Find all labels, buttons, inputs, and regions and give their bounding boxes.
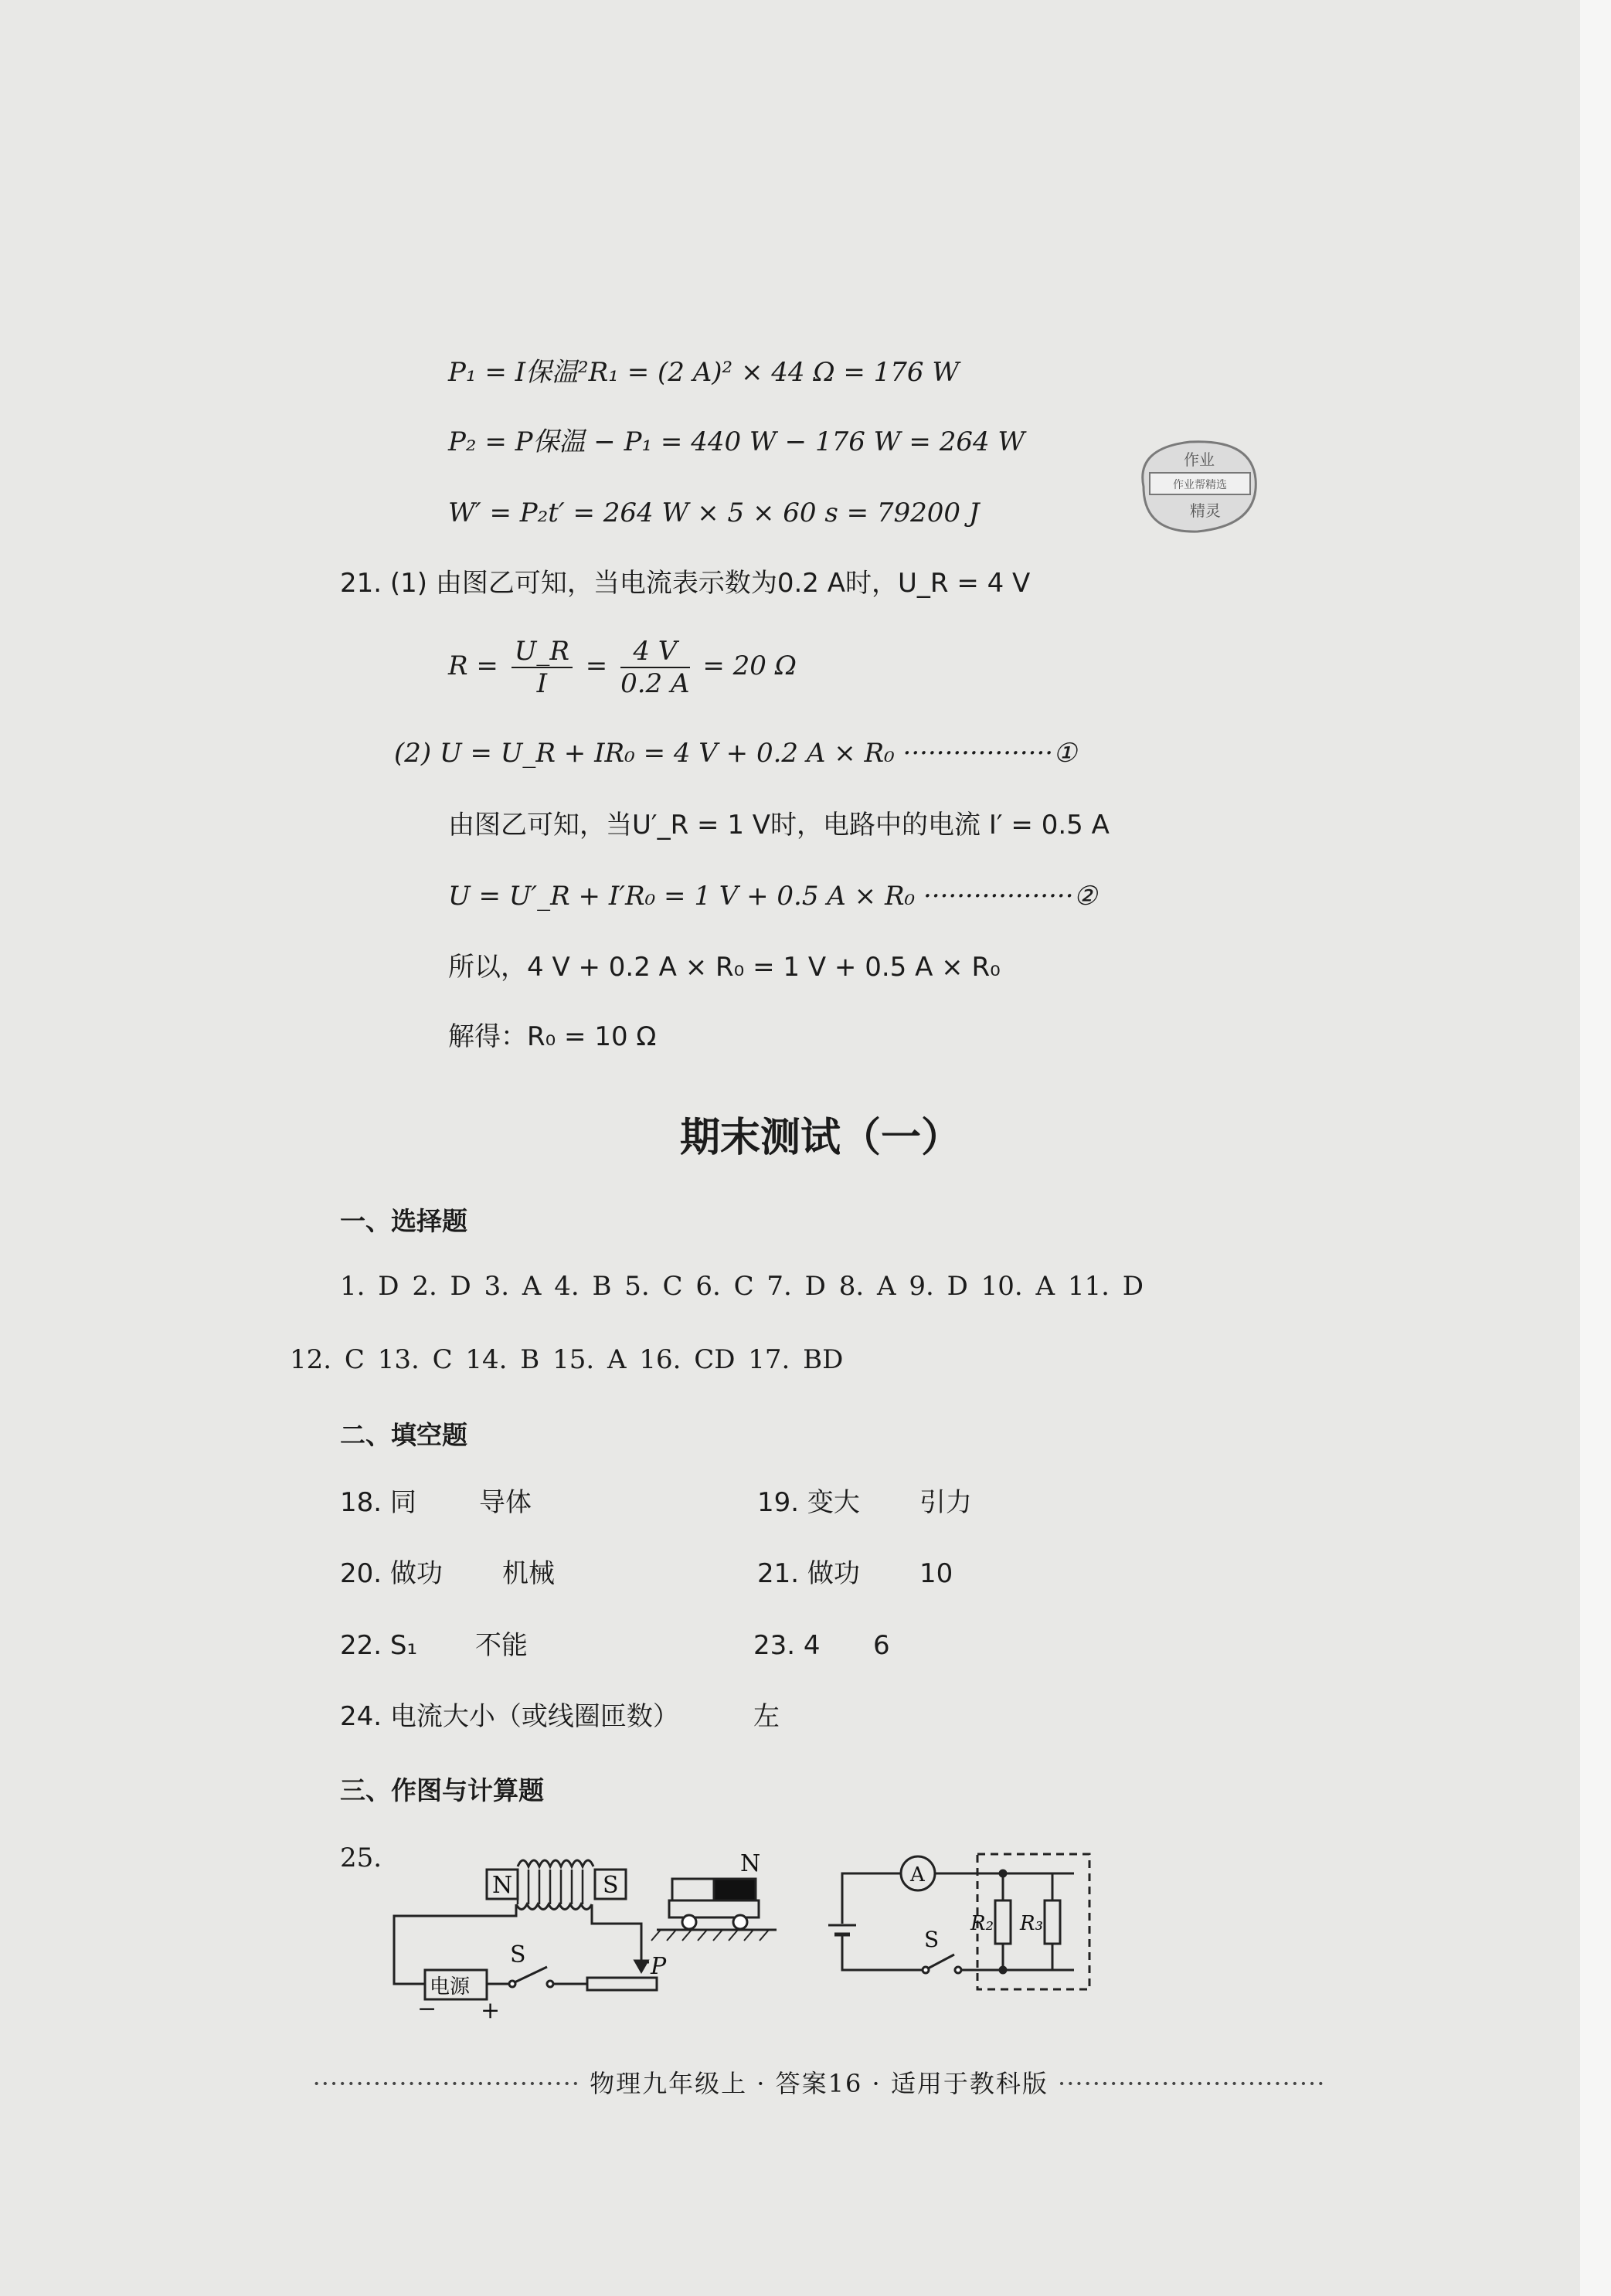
- svg-text:作业: 作业: [1184, 450, 1215, 469]
- fill-answer-21: [757, 1558, 860, 1589]
- fill-a: 4: [803, 1630, 821, 1661]
- frac2-den: 0.2 A: [620, 668, 690, 699]
- label-minus: −: [417, 1995, 437, 2023]
- sol21-text3: 所以，4 V + 0.2 A × R₀ = 1 V + 0.5 A × R₀: [448, 952, 1001, 983]
- rheostat: [587, 1978, 657, 1990]
- coil-bottom: [516, 1904, 592, 1910]
- label-slider: P: [651, 1953, 667, 1980]
- stamp-logo: [1128, 433, 1267, 541]
- frac2-num: 4 V: [620, 636, 689, 668]
- fill-num: 24.: [340, 1701, 382, 1732]
- fill-num: 23.: [753, 1630, 796, 1661]
- label-source: 电源: [430, 1975, 471, 1999]
- fraction-values: [620, 636, 689, 699]
- magnet-s-half: [672, 1879, 714, 1900]
- switch-contact: [547, 1981, 553, 1987]
- fill-answer-21-b: 10: [919, 1558, 953, 1589]
- label-r3: R₃: [1020, 1912, 1043, 1935]
- label-ammeter: A: [910, 1863, 925, 1887]
- fill-answer-20-b: 机械: [502, 1558, 555, 1589]
- fill-a: S₁: [389, 1630, 418, 1661]
- junction-2: [1000, 1967, 1006, 1973]
- sol21-part2-label: (2): [394, 738, 432, 769]
- fill-a: 电流大小（或线圈匝数）: [389, 1701, 679, 1732]
- cart-wheel-left: [682, 1915, 696, 1929]
- switch-contact-2: [955, 1967, 961, 1973]
- label-cart-n: N: [740, 1850, 761, 1877]
- fraction-ur-over-i: [512, 636, 573, 699]
- magnet-n-half: [714, 1879, 756, 1900]
- fill-num: 21.: [757, 1558, 800, 1589]
- footer-text: 物理九年级上 · 答案16 · 适用于教科版: [590, 2069, 1049, 2098]
- q25-label: 25.: [340, 1843, 382, 1873]
- fill-answer-20: [340, 1558, 443, 1589]
- ground-hatch: [651, 1930, 769, 1941]
- switch-blade: [515, 1967, 547, 1982]
- page-edge: [1580, 0, 1611, 2296]
- fill-num: 19.: [757, 1487, 800, 1518]
- sol21-fraction-equation: R = $\frac{U\_R}{I}$ = $\frac{4 V}{0.2 A}$ = 20 Ω: [448, 636, 797, 699]
- parallel-circuit: [828, 1854, 1089, 1989]
- fill-answer-18: [340, 1487, 416, 1518]
- sol21-text2: 由图乙可知，当U′_R = 1 V时，电路中的电流 I′ = 0.5 A: [448, 810, 1110, 841]
- heading-choice: 一、选择题: [340, 1206, 467, 1236]
- q25-diagrams: [332, 1839, 1182, 2024]
- magnet-cart: [651, 1879, 777, 1941]
- choice-row1: 1. D 2. D 3. A 4. B 5. C 6. C 7. D 8. A 9. D 10. A 11. D: [340, 1271, 1144, 1302]
- sol21-eq1-text: U = U_R + IR₀ = 4 V + 0.2 A × R₀ ··················①: [439, 738, 1077, 769]
- label-switch-2: S: [924, 1927, 940, 1952]
- cart-body: [669, 1900, 759, 1917]
- label-r2: R₂: [970, 1912, 994, 1935]
- fill-answer-22-b: 不能: [475, 1630, 528, 1661]
- junction-1: [1000, 1870, 1006, 1877]
- sol21-text4: 解得：R₀ = 10 Ω: [448, 1021, 657, 1052]
- footer-dots-left: ·······························: [312, 2069, 580, 2098]
- fill-num: 22.: [340, 1630, 382, 1661]
- sol21-eq1: [394, 738, 1077, 769]
- frac1-num: U_R: [512, 636, 573, 668]
- section-title: 期末测试（一）: [680, 1115, 962, 1161]
- heading-fill: 二、填空题: [340, 1420, 467, 1450]
- cart-wheel-right: [733, 1915, 747, 1929]
- fill-answer-23: [753, 1630, 821, 1661]
- coil-turns: [518, 1870, 583, 1904]
- wire-top-left: [842, 1873, 900, 1924]
- heading-calc: 三、作图与计算题: [340, 1775, 544, 1805]
- slider-arrow: [635, 1961, 647, 1972]
- sol21-part1: [340, 568, 1030, 599]
- r3-body: [1045, 1900, 1060, 1944]
- switch-blade-2: [928, 1955, 954, 1968]
- sol21-eq2: U = U′_R + I′R₀ = 1 V + 0.5 A × R₀ ··················②: [448, 881, 1098, 912]
- coil-top: [518, 1860, 593, 1866]
- frac-left: R =: [448, 650, 498, 681]
- fill-answer-24: [340, 1701, 679, 1732]
- frac-result: = 20 Ω: [702, 650, 797, 681]
- label-n: N: [492, 1872, 513, 1899]
- label-s: S: [603, 1872, 619, 1899]
- sol21-part1-text: 由图乙可知，当电流表示数为0.2 A时，U_R = 4 V: [435, 568, 1031, 599]
- frac1-den: I: [536, 668, 548, 699]
- fill-a: 同: [389, 1487, 416, 1518]
- label-switch: S: [510, 1941, 526, 1968]
- wire-left: [394, 1904, 516, 1984]
- fill-answer-22: [340, 1630, 417, 1661]
- wire-bottom-left: [842, 1934, 923, 1970]
- svg-text:精灵: 精灵: [1190, 501, 1221, 520]
- fill-answer-19: [757, 1487, 860, 1518]
- label-plus: +: [481, 1997, 501, 2024]
- sol20-line3: W′ = P₂t′ = 264 W × 5 × 60 s = 79200 J: [448, 498, 980, 528]
- svg-text:作业帮精选: 作业帮精选: [1173, 479, 1227, 491]
- fill-num: 20.: [340, 1558, 382, 1589]
- fill-answer-18-b: 导体: [479, 1487, 532, 1518]
- footer-dots-right: ·······························: [1058, 2069, 1326, 2098]
- sol20-line2: P₂ = P保温 − P₁ = 440 W − 176 W = 264 W: [448, 426, 1025, 457]
- sol21-part1-label: 21. (1): [340, 568, 428, 599]
- fill-a: 做功: [807, 1558, 860, 1589]
- fill-answer-19-b: 引力: [919, 1487, 972, 1518]
- fill-a: 做功: [389, 1558, 443, 1589]
- r2-body: [995, 1900, 1011, 1944]
- wire-right: [592, 1904, 641, 1962]
- fill-a: 变大: [807, 1487, 860, 1518]
- fill-answer-23-b: 6: [873, 1630, 890, 1661]
- choice-row2: 12. C 13. C 14. B 15. A 16. CD 17. BD: [290, 1344, 844, 1375]
- page-footer: [278, 2064, 1360, 2100]
- sol20-line1: P₁ = I保温²R₁ = (2 A)² × 44 Ω = 176 W: [448, 357, 960, 388]
- fill-num: 18.: [340, 1487, 382, 1518]
- fill-answer-24-b: 左: [753, 1701, 780, 1732]
